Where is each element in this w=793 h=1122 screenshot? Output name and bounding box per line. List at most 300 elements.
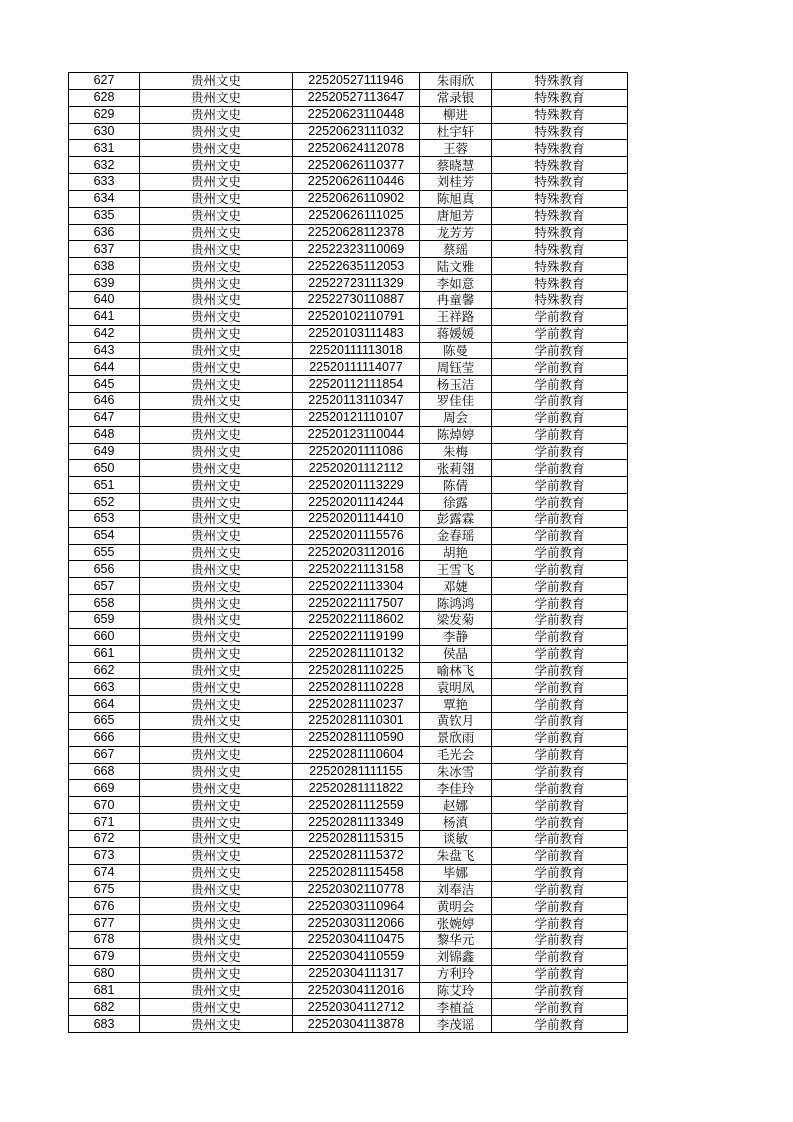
student-name-cell: 陈倩 bbox=[420, 477, 492, 494]
table-row bbox=[69, 494, 628, 511]
row-number-cell: 639 bbox=[69, 275, 140, 292]
candidate-id-cell: 22520623110448 bbox=[293, 106, 420, 123]
major-cell: 学前教育 bbox=[492, 982, 628, 999]
table-row bbox=[69, 830, 628, 847]
table-row bbox=[69, 89, 628, 106]
row-number-cell: 660 bbox=[69, 628, 140, 645]
exam-category-cell: 贵州文史 bbox=[140, 291, 293, 308]
student-name-cell: 李静 bbox=[420, 628, 492, 645]
exam-category-cell: 贵州文史 bbox=[140, 106, 293, 123]
major-cell: 特殊教育 bbox=[492, 89, 628, 106]
candidate-id-cell: 22520103111483 bbox=[293, 325, 420, 342]
table-row bbox=[69, 898, 628, 915]
exam-category-cell: 贵州文史 bbox=[140, 544, 293, 561]
table-row bbox=[69, 797, 628, 814]
row-number-cell: 677 bbox=[69, 915, 140, 932]
row-number-cell: 669 bbox=[69, 780, 140, 797]
row-number-cell: 666 bbox=[69, 729, 140, 746]
major-cell: 学前教育 bbox=[492, 713, 628, 730]
exam-category-cell: 贵州文史 bbox=[140, 510, 293, 527]
major-cell: 学前教育 bbox=[492, 679, 628, 696]
row-number-cell: 638 bbox=[69, 258, 140, 275]
table-row bbox=[69, 426, 628, 443]
table-row bbox=[69, 275, 628, 292]
exam-category-cell: 贵州文史 bbox=[140, 275, 293, 292]
row-number-cell: 670 bbox=[69, 797, 140, 814]
table-row bbox=[69, 123, 628, 140]
candidate-id-cell: 22520281110132 bbox=[293, 645, 420, 662]
table-row bbox=[69, 595, 628, 612]
student-name-cell: 张莉翎 bbox=[420, 460, 492, 477]
major-cell: 特殊教育 bbox=[492, 140, 628, 157]
student-name-cell: 胡艳 bbox=[420, 544, 492, 561]
major-cell: 学前教育 bbox=[492, 342, 628, 359]
student-name-cell: 陈焯婷 bbox=[420, 426, 492, 443]
major-cell: 学前教育 bbox=[492, 426, 628, 443]
row-number-cell: 635 bbox=[69, 207, 140, 224]
candidate-id-cell: 22520303112066 bbox=[293, 915, 420, 932]
row-number-cell: 657 bbox=[69, 578, 140, 595]
row-number-cell: 641 bbox=[69, 308, 140, 325]
student-name-cell: 朱梅 bbox=[420, 443, 492, 460]
student-name-cell: 杨玉洁 bbox=[420, 376, 492, 393]
row-number-cell: 665 bbox=[69, 713, 140, 730]
table-row bbox=[69, 628, 628, 645]
candidate-id-cell: 22520111114077 bbox=[293, 359, 420, 376]
major-cell: 学前教育 bbox=[492, 830, 628, 847]
exam-category-cell: 贵州文史 bbox=[140, 224, 293, 241]
candidate-id-cell: 22520626111025 bbox=[293, 207, 420, 224]
exam-category-cell: 贵州文史 bbox=[140, 763, 293, 780]
exam-category-cell: 贵州文史 bbox=[140, 864, 293, 881]
table-row bbox=[69, 662, 628, 679]
table-row bbox=[69, 729, 628, 746]
candidate-id-cell: 22520221118602 bbox=[293, 612, 420, 629]
student-name-cell: 黄钦月 bbox=[420, 713, 492, 730]
exam-category-cell: 贵州文史 bbox=[140, 308, 293, 325]
row-number-cell: 646 bbox=[69, 393, 140, 410]
row-number-cell: 674 bbox=[69, 864, 140, 881]
major-cell: 学前教育 bbox=[492, 443, 628, 460]
table-row bbox=[69, 157, 628, 174]
row-number-cell: 667 bbox=[69, 746, 140, 763]
exam-category-cell: 贵州文史 bbox=[140, 612, 293, 629]
major-cell: 学前教育 bbox=[492, 898, 628, 915]
row-number-cell: 654 bbox=[69, 527, 140, 544]
exam-category-cell: 贵州文史 bbox=[140, 561, 293, 578]
row-number-cell: 642 bbox=[69, 325, 140, 342]
student-name-cell: 黎华元 bbox=[420, 932, 492, 949]
candidate-id-cell: 22520281110237 bbox=[293, 696, 420, 713]
major-cell: 学前教育 bbox=[492, 662, 628, 679]
major-cell: 特殊教育 bbox=[492, 275, 628, 292]
exam-category-cell: 贵州文史 bbox=[140, 662, 293, 679]
exam-category-cell: 贵州文史 bbox=[140, 325, 293, 342]
exam-category-cell: 贵州文史 bbox=[140, 376, 293, 393]
major-cell: 特殊教育 bbox=[492, 258, 628, 275]
student-name-cell: 金春瑶 bbox=[420, 527, 492, 544]
row-number-cell: 652 bbox=[69, 494, 140, 511]
student-name-cell: 朱盘飞 bbox=[420, 847, 492, 864]
major-cell: 学前教育 bbox=[492, 510, 628, 527]
candidate-id-cell: 22520303110964 bbox=[293, 898, 420, 915]
major-cell: 学前教育 bbox=[492, 729, 628, 746]
row-number-cell: 637 bbox=[69, 241, 140, 258]
major-cell: 特殊教育 bbox=[492, 174, 628, 191]
candidate-id-cell: 22520221119199 bbox=[293, 628, 420, 645]
table-row bbox=[69, 982, 628, 999]
row-number-cell: 649 bbox=[69, 443, 140, 460]
candidate-id-cell: 22520201114410 bbox=[293, 510, 420, 527]
major-cell: 特殊教育 bbox=[492, 73, 628, 90]
student-name-cell: 杜宇轩 bbox=[420, 123, 492, 140]
candidate-id-cell: 22520628112378 bbox=[293, 224, 420, 241]
exam-category-cell: 贵州文史 bbox=[140, 628, 293, 645]
candidate-id-cell: 22520304110475 bbox=[293, 932, 420, 949]
row-number-cell: 658 bbox=[69, 595, 140, 612]
candidate-id-cell: 22520281111822 bbox=[293, 780, 420, 797]
row-number-cell: 659 bbox=[69, 612, 140, 629]
student-name-cell: 徐露 bbox=[420, 494, 492, 511]
exam-category-cell: 贵州文史 bbox=[140, 477, 293, 494]
row-number-cell: 668 bbox=[69, 763, 140, 780]
row-number-cell: 653 bbox=[69, 510, 140, 527]
major-cell: 学前教育 bbox=[492, 1016, 628, 1033]
candidate-id-cell: 22520111113018 bbox=[293, 342, 420, 359]
student-name-cell: 赵娜 bbox=[420, 797, 492, 814]
candidate-id-cell: 22520623111032 bbox=[293, 123, 420, 140]
major-cell: 学前教育 bbox=[492, 393, 628, 410]
candidate-id-cell: 22520281112559 bbox=[293, 797, 420, 814]
candidate-id-cell: 22522723111329 bbox=[293, 275, 420, 292]
student-name-cell: 龙芳芳 bbox=[420, 224, 492, 241]
candidate-id-cell: 22520304112712 bbox=[293, 999, 420, 1016]
major-cell: 学前教育 bbox=[492, 544, 628, 561]
candidate-id-cell: 22520304112016 bbox=[293, 982, 420, 999]
table-row bbox=[69, 393, 628, 410]
candidate-id-cell: 22520281110301 bbox=[293, 713, 420, 730]
candidate-id-cell: 22520201111086 bbox=[293, 443, 420, 460]
table-row bbox=[69, 409, 628, 426]
exam-category-cell: 贵州文史 bbox=[140, 342, 293, 359]
major-cell: 学前教育 bbox=[492, 864, 628, 881]
major-cell: 学前教育 bbox=[492, 780, 628, 797]
row-number-cell: 630 bbox=[69, 123, 140, 140]
candidate-id-cell: 22520221117507 bbox=[293, 595, 420, 612]
table-row bbox=[69, 881, 628, 898]
major-cell: 学前教育 bbox=[492, 308, 628, 325]
candidate-id-cell: 22520304113878 bbox=[293, 1016, 420, 1033]
major-cell: 特殊教育 bbox=[492, 106, 628, 123]
student-name-cell: 李如意 bbox=[420, 275, 492, 292]
row-number-cell: 650 bbox=[69, 460, 140, 477]
row-number-cell: 634 bbox=[69, 190, 140, 207]
row-number-cell: 647 bbox=[69, 409, 140, 426]
candidate-id-cell: 22520302110778 bbox=[293, 881, 420, 898]
exam-category-cell: 贵州文史 bbox=[140, 713, 293, 730]
table-row bbox=[69, 174, 628, 191]
major-cell: 学前教育 bbox=[492, 932, 628, 949]
candidate-id-cell: 22520527111946 bbox=[293, 73, 420, 90]
candidate-id-cell: 22520281111155 bbox=[293, 763, 420, 780]
exam-category-cell: 贵州文史 bbox=[140, 965, 293, 982]
candidate-id-cell: 22520281110590 bbox=[293, 729, 420, 746]
major-cell: 学前教育 bbox=[492, 645, 628, 662]
row-number-cell: 643 bbox=[69, 342, 140, 359]
candidate-id-cell: 22520281110604 bbox=[293, 746, 420, 763]
major-cell: 学前教育 bbox=[492, 999, 628, 1016]
candidate-id-cell: 22522730110887 bbox=[293, 291, 420, 308]
major-cell: 学前教育 bbox=[492, 527, 628, 544]
exam-category-cell: 贵州文史 bbox=[140, 679, 293, 696]
table-row bbox=[69, 847, 628, 864]
major-cell: 学前教育 bbox=[492, 325, 628, 342]
exam-category-cell: 贵州文史 bbox=[140, 207, 293, 224]
row-number-cell: 644 bbox=[69, 359, 140, 376]
candidate-id-cell: 22520281110228 bbox=[293, 679, 420, 696]
exam-category-cell: 贵州文史 bbox=[140, 494, 293, 511]
candidate-id-cell: 22520203112016 bbox=[293, 544, 420, 561]
exam-category-cell: 贵州文史 bbox=[140, 780, 293, 797]
candidate-id-cell: 22520527113647 bbox=[293, 89, 420, 106]
exam-category-cell: 贵州文史 bbox=[140, 241, 293, 258]
table-row bbox=[69, 342, 628, 359]
row-number-cell: 664 bbox=[69, 696, 140, 713]
table-row bbox=[69, 241, 628, 258]
row-number-cell: 651 bbox=[69, 477, 140, 494]
student-name-cell: 唐旭芳 bbox=[420, 207, 492, 224]
candidate-id-cell: 22520221113304 bbox=[293, 578, 420, 595]
candidate-id-cell: 22520102110791 bbox=[293, 308, 420, 325]
candidate-id-cell: 22520281115372 bbox=[293, 847, 420, 864]
table-row bbox=[69, 814, 628, 831]
candidate-id-cell: 22520201112112 bbox=[293, 460, 420, 477]
exam-category-cell: 贵州文史 bbox=[140, 915, 293, 932]
student-name-cell: 袁明凤 bbox=[420, 679, 492, 696]
student-name-cell: 蔡晓慧 bbox=[420, 157, 492, 174]
candidate-id-cell: 22520123110044 bbox=[293, 426, 420, 443]
exam-category-cell: 贵州文史 bbox=[140, 359, 293, 376]
candidate-id-cell: 22520121110107 bbox=[293, 409, 420, 426]
table-row bbox=[69, 527, 628, 544]
major-cell: 学前教育 bbox=[492, 628, 628, 645]
table-row bbox=[69, 291, 628, 308]
candidate-id-cell: 22520281113349 bbox=[293, 814, 420, 831]
student-name-cell: 蔡瑶 bbox=[420, 241, 492, 258]
major-cell: 学前教育 bbox=[492, 359, 628, 376]
candidate-id-cell: 22520626110446 bbox=[293, 174, 420, 191]
table-row bbox=[69, 696, 628, 713]
row-number-cell: 680 bbox=[69, 965, 140, 982]
exam-category-cell: 贵州文史 bbox=[140, 73, 293, 90]
student-name-cell: 朱冰雪 bbox=[420, 763, 492, 780]
exam-category-cell: 贵州文史 bbox=[140, 174, 293, 191]
row-number-cell: 676 bbox=[69, 898, 140, 915]
exam-category-cell: 贵州文史 bbox=[140, 645, 293, 662]
row-number-cell: 671 bbox=[69, 814, 140, 831]
row-number-cell: 645 bbox=[69, 376, 140, 393]
major-cell: 学前教育 bbox=[492, 494, 628, 511]
row-number-cell: 672 bbox=[69, 830, 140, 847]
table-row bbox=[69, 999, 628, 1016]
table-row bbox=[69, 73, 628, 90]
exam-category-cell: 贵州文史 bbox=[140, 999, 293, 1016]
candidate-id-cell: 22520626110377 bbox=[293, 157, 420, 174]
exam-category-cell: 贵州文史 bbox=[140, 746, 293, 763]
major-cell: 学前教育 bbox=[492, 409, 628, 426]
candidate-id-cell: 22520281115315 bbox=[293, 830, 420, 847]
candidate-id-cell: 22520201115576 bbox=[293, 527, 420, 544]
student-name-cell: 刘锦鑫 bbox=[420, 948, 492, 965]
candidate-id-cell: 22520201114244 bbox=[293, 494, 420, 511]
table-row bbox=[69, 140, 628, 157]
exam-category-cell: 贵州文史 bbox=[140, 578, 293, 595]
exam-category-cell: 贵州文史 bbox=[140, 157, 293, 174]
major-cell: 特殊教育 bbox=[492, 157, 628, 174]
exam-category-cell: 贵州文史 bbox=[140, 393, 293, 410]
table-row bbox=[69, 713, 628, 730]
exam-category-cell: 贵州文史 bbox=[140, 847, 293, 864]
table-row bbox=[69, 578, 628, 595]
student-name-cell: 周钰莹 bbox=[420, 359, 492, 376]
table-row bbox=[69, 915, 628, 932]
student-name-cell: 刘桂芳 bbox=[420, 174, 492, 191]
major-cell: 特殊教育 bbox=[492, 224, 628, 241]
table-row bbox=[69, 460, 628, 477]
major-cell: 学前教育 bbox=[492, 612, 628, 629]
student-name-cell: 陈曼 bbox=[420, 342, 492, 359]
row-number-cell: 636 bbox=[69, 224, 140, 241]
exam-category-cell: 贵州文史 bbox=[140, 595, 293, 612]
row-number-cell: 629 bbox=[69, 106, 140, 123]
candidate-id-cell: 22520304111317 bbox=[293, 965, 420, 982]
student-name-cell: 杨滇 bbox=[420, 814, 492, 831]
major-cell: 学前教育 bbox=[492, 881, 628, 898]
major-cell: 学前教育 bbox=[492, 948, 628, 965]
table-row bbox=[69, 965, 628, 982]
major-cell: 学前教育 bbox=[492, 460, 628, 477]
candidate-id-cell: 22520113110347 bbox=[293, 393, 420, 410]
student-name-cell: 陈鸿鸿 bbox=[420, 595, 492, 612]
table-row bbox=[69, 376, 628, 393]
table-row bbox=[69, 932, 628, 949]
row-number-cell: 640 bbox=[69, 291, 140, 308]
candidate-id-cell: 22520626110902 bbox=[293, 190, 420, 207]
student-name-cell: 毛光会 bbox=[420, 746, 492, 763]
student-name-cell: 刘奉洁 bbox=[420, 881, 492, 898]
student-name-cell: 常录银 bbox=[420, 89, 492, 106]
row-number-cell: 661 bbox=[69, 645, 140, 662]
row-number-cell: 683 bbox=[69, 1016, 140, 1033]
major-cell: 特殊教育 bbox=[492, 207, 628, 224]
exam-category-cell: 贵州文史 bbox=[140, 797, 293, 814]
major-cell: 学前教育 bbox=[492, 814, 628, 831]
student-name-cell: 李茂谣 bbox=[420, 1016, 492, 1033]
student-name-cell: 李植益 bbox=[420, 999, 492, 1016]
candidate-id-cell: 22520112111854 bbox=[293, 376, 420, 393]
exam-category-cell: 贵州文史 bbox=[140, 932, 293, 949]
table-row bbox=[69, 544, 628, 561]
major-cell: 特殊教育 bbox=[492, 291, 628, 308]
row-number-cell: 662 bbox=[69, 662, 140, 679]
table-row bbox=[69, 780, 628, 797]
table-row bbox=[69, 308, 628, 325]
major-cell: 学前教育 bbox=[492, 595, 628, 612]
student-name-cell: 邓婕 bbox=[420, 578, 492, 595]
row-number-cell: 648 bbox=[69, 426, 140, 443]
student-name-cell: 王祥路 bbox=[420, 308, 492, 325]
table-row bbox=[69, 561, 628, 578]
student-name-cell: 周会 bbox=[420, 409, 492, 426]
row-number-cell: 632 bbox=[69, 157, 140, 174]
exam-category-cell: 贵州文史 bbox=[140, 89, 293, 106]
major-cell: 学前教育 bbox=[492, 763, 628, 780]
table-row bbox=[69, 948, 628, 965]
major-cell: 特殊教育 bbox=[492, 190, 628, 207]
table-row bbox=[69, 746, 628, 763]
exam-category-cell: 贵州文史 bbox=[140, 258, 293, 275]
exam-category-cell: 贵州文史 bbox=[140, 948, 293, 965]
exam-category-cell: 贵州文史 bbox=[140, 443, 293, 460]
admission-list-table bbox=[68, 72, 628, 1033]
student-name-cell: 陈旭真 bbox=[420, 190, 492, 207]
major-cell: 学前教育 bbox=[492, 561, 628, 578]
row-number-cell: 663 bbox=[69, 679, 140, 696]
student-name-cell: 侯晶 bbox=[420, 645, 492, 662]
exam-category-cell: 贵州文史 bbox=[140, 409, 293, 426]
row-number-cell: 675 bbox=[69, 881, 140, 898]
row-number-cell: 679 bbox=[69, 948, 140, 965]
exam-category-cell: 贵州文史 bbox=[140, 696, 293, 713]
student-name-cell: 覃艳 bbox=[420, 696, 492, 713]
row-number-cell: 628 bbox=[69, 89, 140, 106]
table-row bbox=[69, 645, 628, 662]
table-row bbox=[69, 443, 628, 460]
row-number-cell: 681 bbox=[69, 982, 140, 999]
student-name-cell: 喻林飞 bbox=[420, 662, 492, 679]
major-cell: 学前教育 bbox=[492, 746, 628, 763]
table-row bbox=[69, 325, 628, 342]
student-name-cell: 谈敏 bbox=[420, 830, 492, 847]
row-number-cell: 673 bbox=[69, 847, 140, 864]
table-row bbox=[69, 763, 628, 780]
major-cell: 学前教育 bbox=[492, 578, 628, 595]
exam-category-cell: 贵州文史 bbox=[140, 982, 293, 999]
student-name-cell: 梁发菊 bbox=[420, 612, 492, 629]
table-row bbox=[69, 864, 628, 881]
candidate-id-cell: 22520281110225 bbox=[293, 662, 420, 679]
major-cell: 学前教育 bbox=[492, 847, 628, 864]
table-row bbox=[69, 477, 628, 494]
major-cell: 学前教育 bbox=[492, 696, 628, 713]
exam-category-cell: 贵州文史 bbox=[140, 190, 293, 207]
student-name-cell: 李佳玲 bbox=[420, 780, 492, 797]
major-cell: 学前教育 bbox=[492, 915, 628, 932]
exam-category-cell: 贵州文史 bbox=[140, 881, 293, 898]
table-row bbox=[69, 207, 628, 224]
student-name-cell: 景欣雨 bbox=[420, 729, 492, 746]
candidate-id-cell: 22520221113158 bbox=[293, 561, 420, 578]
row-number-cell: 655 bbox=[69, 544, 140, 561]
candidate-id-cell: 22520201113229 bbox=[293, 477, 420, 494]
exam-category-cell: 贵州文史 bbox=[140, 1016, 293, 1033]
table-row bbox=[69, 359, 628, 376]
major-cell: 特殊教育 bbox=[492, 123, 628, 140]
row-number-cell: 656 bbox=[69, 561, 140, 578]
exam-category-cell: 贵州文史 bbox=[140, 426, 293, 443]
table-row bbox=[69, 612, 628, 629]
row-number-cell: 633 bbox=[69, 174, 140, 191]
